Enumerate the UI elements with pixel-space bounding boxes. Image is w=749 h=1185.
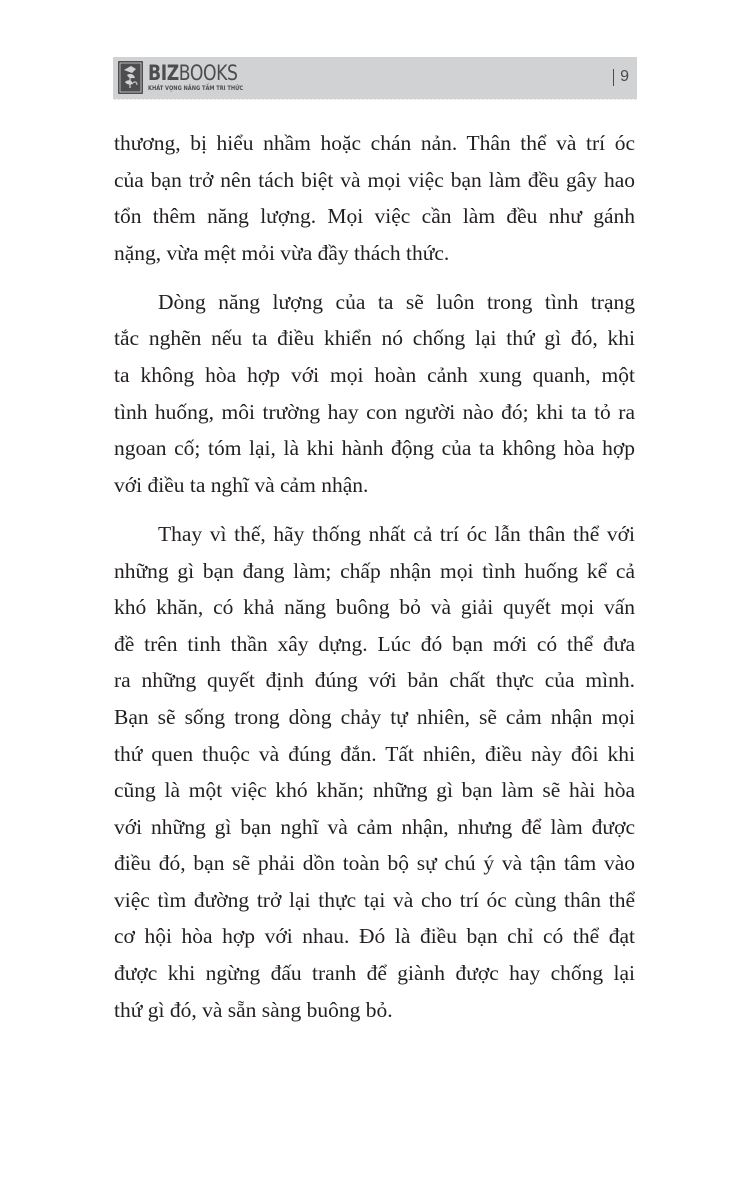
text-line: nặng, vừa mệt mỏi vừa đầy thách thức. (114, 240, 450, 265)
text-line: thứ gì đó, và sẵn sàng buông bỏ. (114, 997, 393, 1022)
text-line: những gì bạn đang làm; chấp nhận mọi tình huống kể cả (114, 558, 635, 583)
page-number-value: 9 (620, 68, 629, 85)
text-line: tắc nghẽn nếu ta điều khiển nó chống lại thứ gì đó, khi (114, 326, 635, 351)
body-text (114, 125, 635, 1041)
text-line: Bạn sẽ sống trong dòng chảy tự nhiên, sẽ cảm nhận mọi (114, 704, 635, 729)
brand-tagline: KHÁT VỌNG NÂNG TẦM TRI THỨC (148, 85, 244, 92)
text-line: ngoan cố; tóm lại, là khi hành động của ta không hòa hợp (114, 436, 635, 461)
text-line: với những gì bạn nghĩ và cảm nhận, nhưng để làm được (114, 814, 635, 839)
page-number (613, 67, 629, 87)
text-line: Dòng năng lượng của ta sẽ luôn trong tình trạng (158, 289, 635, 314)
text-line: điều đó, bạn sẽ phải dồn toàn bộ sự chú ý và tận tâm vào (114, 851, 635, 876)
text-line: đề trên tinh thần xây dựng. Lúc đó bạn mới có thể đưa (114, 631, 635, 656)
text-line: của bạn trở nên tách biệt và mọi việc bạn làm đều gây hao (114, 167, 635, 192)
text-line: ta không hòa hợp với mọi hoàn cảnh xung quanh, một (114, 363, 635, 388)
running-header (113, 57, 637, 99)
text-line: cơ hội hòa hợp với nhau. Đó là điều bạn chỉ có thể đạt (114, 924, 635, 949)
brand-name: BIZBOOKS (148, 61, 238, 85)
publisher-logo (118, 61, 260, 95)
paragraph (114, 125, 635, 271)
text-line: thương, bị hiểu nhầm hoặc chán nản. Thân thể và trí óc (114, 131, 635, 155)
text-line: thứ quen thuộc và đúng đắn. Tất nhiên, điều này đôi khi (114, 741, 635, 766)
text-line: cũng là một việc khó khăn; những gì bạn làm sẽ hài hòa (114, 778, 635, 803)
paragraph (114, 516, 635, 1028)
text-line: ra những quyết định đúng với bản chất thực của mình. (114, 668, 635, 693)
text-line: khó khăn, có khả năng buông bỏ và giải quyết mọi vấn (114, 595, 635, 620)
bizbooks-logo-icon (118, 61, 143, 94)
text-line: tổn thêm năng lượng. Mọi việc cần làm đều như gánh (114, 204, 635, 229)
text-line: với điều ta nghĩ và cảm nhận. (114, 472, 369, 497)
text-line: được khi ngừng đấu tranh để giành được hay chống lại (114, 961, 635, 986)
text-line: Thay vì thế, hãy thống nhất cả trí óc lẫn thân thể với (158, 521, 635, 546)
text-line: việc tìm đường trở lại thực tại và cho trí óc cùng thân thể (114, 887, 635, 912)
paragraph (114, 284, 635, 504)
page-number-separator (613, 69, 614, 86)
text-line: tình huống, môi trường hay con người nào đó; khi ta tỏ ra (114, 399, 635, 424)
